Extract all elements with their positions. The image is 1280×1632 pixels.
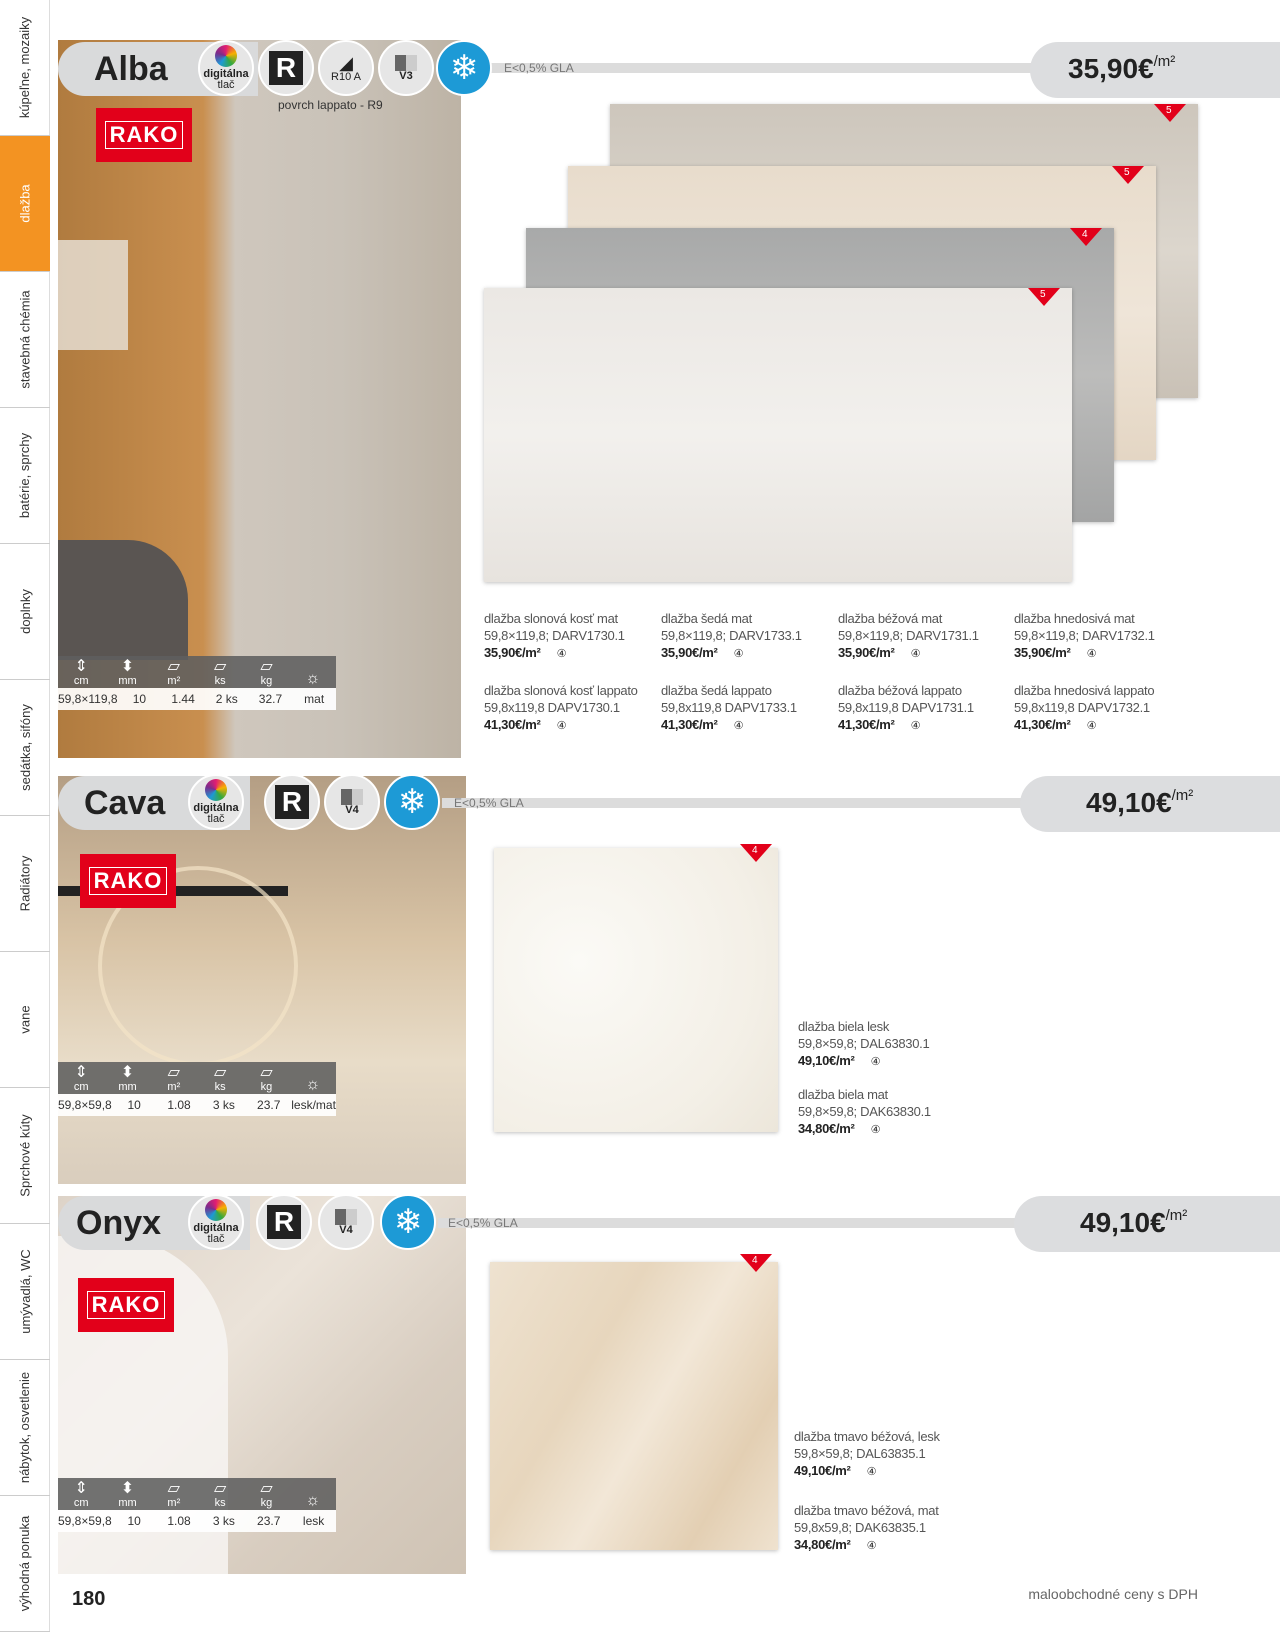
price-note: maloobchodné ceny s DPH — [1028, 1586, 1198, 1602]
finish-icon: ☼ — [305, 670, 321, 687]
cava-section — [58, 776, 1280, 1186]
product-item: dlažba hnedosivá lappato 59,8x119,8 DAPV1732.1 41,30€/m² ④ — [1014, 683, 1155, 732]
gla-label: E<0,5% GLA — [454, 796, 524, 810]
product-item: dlažba hnedosivá mat 59,8×119,8; DARV1732.1 35,90€/m² ④ — [1014, 611, 1155, 660]
tile-biela — [494, 848, 778, 1132]
gla-bar — [442, 798, 1082, 808]
category-sidebar — [0, 0, 50, 1632]
sidebar-item-vyhodna-ponuka[interactable]: výhodná ponuka — [0, 1496, 50, 1632]
product-item: dlažba béžová lappato 59,8x119,8 DAPV1731.1 41,30€/m² ④ — [838, 683, 974, 732]
rectified-r-icon: R — [275, 785, 309, 819]
size-icon: ⇕ — [74, 1064, 88, 1081]
page-number: 180 — [72, 1588, 106, 1610]
frost-resistant-badge — [380, 1194, 436, 1250]
box-weight-icon: ▱ — [260, 658, 273, 675]
alba-spec-box: ⇕ cm ⬍ mm ▱ m² ▱ ks ▱ kg ☼ 59,8×119,8 10 1.44 2 ks 32.7 mat — [58, 656, 336, 716]
finish-icon: ☼ — [305, 1492, 321, 1509]
rako-logo: RAKO — [96, 108, 192, 162]
color-ring-icon — [205, 1199, 227, 1221]
variation-badge: V4 — [318, 1194, 374, 1250]
slip-resistance-badge: ◢ R10 A — [318, 40, 374, 96]
sidebar-item-stavebna-chemia[interactable]: stavebná chémia — [0, 272, 50, 408]
product-item: dlažba šedá mat 59,8×119,8; DARV1733.1 35,90€/m² ④ — [661, 611, 802, 660]
alba-title: Alba — [94, 50, 168, 88]
sidebar-item-nabytok[interactable]: nábytok, osvetlenie — [0, 1360, 50, 1496]
alba-price: 35,90€$^{/m^2}$ — [1068, 53, 1176, 84]
tile-mark-4: 5 — [1028, 288, 1060, 306]
product-item: dlažba slonová kosť mat 59,8×119,8; DARV1730.1 35,90€/m² ④ — [484, 611, 625, 660]
rako-logo: RAKO — [80, 854, 176, 908]
rectified-badge — [258, 40, 314, 96]
alba-section — [58, 40, 1280, 760]
sidebar-item-dlazba[interactable]: dlažba — [0, 136, 50, 272]
tile-mark: 4 — [740, 1254, 772, 1272]
slip-icon: ◢ — [339, 52, 353, 73]
size-icon: ⇕ — [74, 658, 88, 675]
variation-badge: V4 — [324, 774, 380, 830]
digital-print-badge: digitálna tlač — [198, 40, 254, 96]
sidebar-item-vane[interactable]: vane — [0, 952, 50, 1088]
tile-mark-1: 5 — [1154, 104, 1186, 122]
snowflake-icon: ❄ — [449, 49, 479, 87]
cava-title: Cava — [84, 784, 166, 822]
box-weight-icon: ▱ — [260, 1480, 273, 1497]
onyx-title: Onyx — [76, 1204, 162, 1242]
alba-surface-note: povrch lappato - R9 — [278, 98, 383, 112]
onyx-price-pill — [1014, 1196, 1280, 1252]
onyx-price: 49,10€$^{/m^2}$ — [1080, 1207, 1188, 1238]
product-item: dlažba biela lesk 59,8×59,8; DAL63830.1 49,10€/m² ④ — [798, 1019, 930, 1068]
rectified-r-icon: R — [269, 51, 303, 85]
product-item: dlažba šedá lappato 59,8x119,8 DAPV1733.1 41,30€/m² ④ — [661, 683, 797, 732]
product-item: dlažba tmavo béžová, lesk 59,8×59,8; DAL63835.1 49,10€/m² ④ — [794, 1429, 940, 1478]
tile-mark-2: 5 — [1112, 166, 1144, 184]
shade-variation-icon — [341, 789, 363, 805]
variation-badge: V3 — [378, 40, 434, 96]
sidebar-item-baterie[interactable]: batérie, sprchy — [0, 408, 50, 544]
box-weight-icon: ▱ — [260, 1064, 273, 1081]
thickness-icon: ⬍ — [120, 1480, 135, 1497]
sidebar-item-radiatory[interactable]: Radiátory — [0, 816, 50, 952]
tile-mark-3: 4 — [1070, 228, 1102, 246]
product-item: dlažba tmavo béžová, mat 59,8x59,8; DAK63835.1 34,80€/m² ④ — [794, 1503, 939, 1552]
size-icon: ⇕ — [74, 1480, 88, 1497]
sidebar-item-kupelne[interactable]: kúpeľne, mozaiky — [0, 0, 50, 136]
product-item: dlažba biela mat 59,8×59,8; DAK63830.1 34,80€/m² ④ — [798, 1087, 931, 1136]
digital-print-badge: digitálna tlač — [188, 774, 244, 830]
box-pieces-icon: ▱ — [213, 658, 227, 675]
snowflake-icon: ❄ — [397, 783, 427, 821]
sidebar-item-doplnky[interactable]: doplnky — [0, 544, 50, 680]
alba-price-pill — [1030, 42, 1280, 98]
cava-room-photo — [58, 776, 466, 1184]
product-item: dlažba slonová kosť lappato 59,8x119,8 DAPV1730.1 41,30€/m² ④ — [484, 683, 638, 732]
box-area-icon: ▱ — [167, 1064, 180, 1081]
color-ring-icon — [215, 45, 237, 67]
frost-resistant-badge — [436, 40, 492, 96]
alba-cups-shape — [58, 240, 128, 350]
rako-logo: RAKO — [78, 1278, 174, 1332]
tile-slonova-kost — [484, 288, 1072, 582]
box-area-icon: ▱ — [167, 1480, 180, 1497]
cava-price: 49,10€$^{/m^2}$ — [1086, 787, 1194, 818]
digital-print-badge: digitálna tlač — [188, 1194, 244, 1250]
finish-icon: ☼ — [305, 1076, 321, 1093]
gla-label: E<0,5% GLA — [504, 61, 574, 75]
onyx-spec-box: ⇕ cm ⬍ mm ▱ m² ▱ ks ▱ kg ☼ 59,8×59,8 10 1.08 3 ks 23.7 lesk — [58, 1478, 336, 1538]
frost-resistant-badge — [384, 774, 440, 830]
alba-sink-shape — [58, 540, 188, 660]
tile-mark: 4 — [740, 844, 772, 862]
product-item: dlažba béžová mat 59,8×119,8; DARV1731.1 35,90€/m² ④ — [838, 611, 979, 660]
gla-bar — [438, 1218, 1078, 1228]
box-pieces-icon: ▱ — [213, 1480, 227, 1497]
rectified-badge — [256, 1194, 312, 1250]
shade-variation-icon — [335, 1209, 357, 1225]
sidebar-item-sedatka[interactable]: sedátka, sifóny — [0, 680, 50, 816]
sidebar-item-umyvadla[interactable]: umývadlá, WC — [0, 1224, 50, 1360]
thickness-icon: ⬍ — [120, 658, 135, 675]
cava-spec-box: ⇕ cm ⬍ mm ▱ m² ▱ ks ▱ kg ☼ 59,8×59,8 10 1.08 3 ks 23.7 lesk/mat — [58, 1062, 336, 1122]
thickness-icon: ⬍ — [120, 1064, 135, 1081]
shade-variation-icon — [395, 55, 417, 71]
tile-tmavo-bezova — [490, 1262, 778, 1550]
cava-price-pill — [1020, 776, 1280, 832]
rectified-r-icon: R — [267, 1205, 301, 1239]
rectified-badge — [264, 774, 320, 830]
box-area-icon: ▱ — [167, 658, 180, 675]
gla-label: E<0,5% GLA — [448, 1216, 518, 1230]
snowflake-icon: ❄ — [393, 1203, 423, 1241]
box-pieces-icon: ▱ — [213, 1064, 227, 1081]
gla-bar — [488, 63, 1108, 73]
onyx-section — [58, 1196, 1280, 1576]
sidebar-item-sprchove-kuty[interactable]: Sprchové kúty — [0, 1088, 50, 1224]
color-ring-icon — [205, 779, 227, 801]
